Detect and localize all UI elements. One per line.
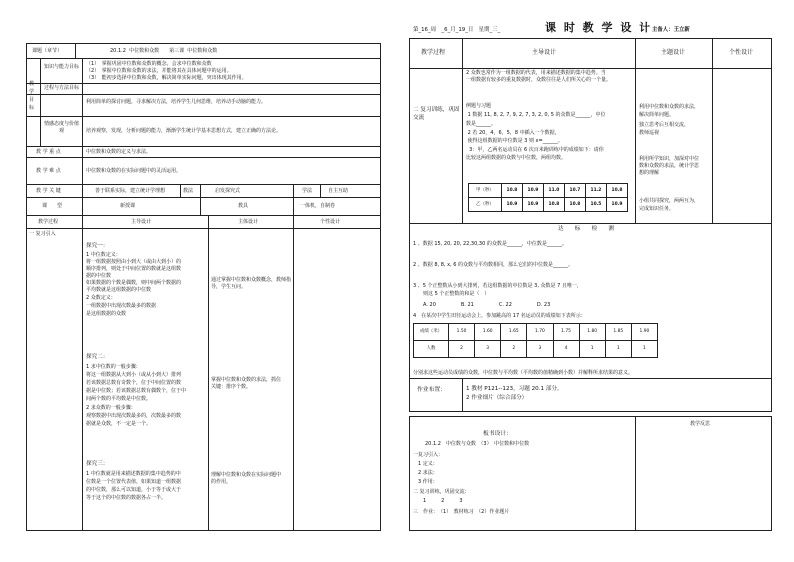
board-line: 2 求法：	[413, 470, 438, 476]
explore-line: 位数是一个位置代表值，如果知道一组数据	[86, 479, 182, 485]
knowledge-item-1: （1） 掌握巩固中位数和众数的概念，会求中位数和众数	[86, 61, 212, 67]
table-cell: 1.70	[527, 324, 553, 341]
explore-line: 将这一组数据从大到小（或从小到大）排列	[86, 372, 182, 378]
table-cell: 1.80	[579, 324, 605, 341]
tools-text: 一体机，自制卷	[300, 203, 336, 209]
table-cell: 11.2	[585, 184, 606, 198]
board-line: 3 作用：	[413, 479, 438, 485]
table-cell: 10.9	[522, 198, 543, 212]
keypoint-label: 教 学 关 键	[36, 188, 61, 194]
subject-note: 利用中位数和众数的求法，	[639, 104, 700, 110]
explore-two-subject: 掌握中位数和众数的求法，抓住	[211, 377, 282, 383]
table-cell: 3	[475, 341, 501, 358]
check-item: 2 、数据 8, 8, x, 6 的众数与平均数相同，那么它们的中位数是______。	[413, 262, 573, 268]
main-line: 一组数据有较多的重复数据时，众数往往是人们所关心的一个量。	[466, 77, 612, 83]
homework-label: 作业布置：	[417, 387, 446, 393]
board-line: 二 复习训练，巩固交流：	[413, 489, 470, 495]
explore-line: 若该数据总数有奇数个，位于中间位置的数	[86, 380, 182, 386]
explore-line: 将一组数据按照由小到大（或由大到小）的	[86, 259, 182, 265]
right-col-subject: 主题设计	[661, 49, 686, 56]
table-cell: 10.9	[501, 198, 522, 212]
emotion-text: 培养观察，发现，分析问题的能力，渐渐学生统计学基本思想方式，建立正确的方法论。	[86, 128, 282, 134]
main-line: 2 众数也常作为一组数据的代表，用来描述数据的集中趋势。当	[466, 70, 606, 76]
explore-line: 据就是众数，不一定是一个。	[86, 421, 152, 427]
header-preparer: 主备人：王立新	[652, 27, 690, 33]
explore-one-subject: 通过掌握中位数和众数概念，教师指	[211, 277, 292, 283]
check-title: 达 标 检 测	[558, 226, 614, 232]
table-cell: 10.7	[564, 184, 585, 198]
right-col-personal: 个性设计	[729, 49, 754, 56]
table-cell: 3	[527, 341, 553, 358]
check-item: A. 20 B. 21 C. 22 D. 23	[413, 302, 551, 308]
knowledge-item-2: （2） 掌握中位数和众数的求法，并能将其在具体问题中的运用。	[86, 68, 232, 74]
explore-line: 平均数就是这组数据的中位数	[86, 287, 152, 293]
board-label: 板书设计：	[483, 431, 512, 437]
key-text: 中位数和众数的定义与求法。	[86, 149, 152, 155]
table-cell: 10.9	[606, 198, 627, 212]
left-col-personal: 个性设计	[320, 219, 341, 225]
table-cell: 2	[449, 341, 475, 358]
subject-note: 数和众数的求法，统计学思	[639, 163, 700, 169]
main-line: 数是______。	[466, 121, 497, 127]
objectives-label: 教学目标	[29, 81, 35, 111]
board-line: 一复习引入：	[413, 452, 444, 458]
subject-note: 解决简单问题。	[639, 112, 675, 118]
learn-label: 学法	[302, 188, 313, 194]
keypoint-text: 善于联系实际，建立统计学理想	[95, 188, 166, 194]
board-line: 1 2 3	[413, 498, 463, 504]
section-review-intro: 一 复习引入	[29, 231, 56, 237]
table-cell: 10.8	[564, 198, 585, 212]
right-col-main: 主导设计	[532, 49, 557, 56]
knowledge-item-3: （3） 能初步选择中位数和众数，解决简单实际问题，突出体现其作用。	[86, 75, 247, 81]
table-row-label: 乙（秒）	[469, 198, 502, 212]
table-cell: 10.5	[585, 198, 606, 212]
explore-line: 2 求众数的一般步骤：	[86, 405, 136, 411]
explore-three-subject: 理解中位数和众数在实际问题中	[211, 472, 282, 478]
header-week-date: 第_16_周 _6_月_19_日 星期_三_	[413, 27, 501, 33]
main-line: 2 若 20，4，6，5，8 中插入一个数据，	[466, 130, 560, 136]
main-line: 3：甲，乙两名运动员在 6 次百米跑训练中的成绩如下：请你	[466, 147, 604, 153]
table-cell: 1	[579, 341, 605, 358]
sprint-times-table	[468, 183, 628, 212]
table-cell: 10.8	[501, 184, 522, 198]
homework-item: 2 作业细片（综合部分）	[466, 395, 528, 401]
subject-note: 完成知识任务。	[639, 206, 675, 212]
header-title: 课 时 教 学 设 计	[545, 21, 653, 34]
explore-one-subject: 导，学生互问。	[211, 284, 247, 290]
process-text: 利用简单的探讨问题，寻求解决方法，培养学生几何思维，培养动手动脑的能力。	[86, 99, 267, 105]
subject-note: 独立思考后互相交流，	[639, 122, 690, 128]
table-cell: 1.85	[605, 324, 631, 341]
table-cell: 2	[501, 341, 527, 358]
explore-line: 一组数据中出现次数最多的数据	[86, 303, 157, 309]
chapter-value: 20.1.2 中位数和众数 第三课 中位数和众数	[110, 48, 218, 54]
difficulty-label: 教 学 难 点	[36, 168, 61, 174]
explore-line: 1 中位数定义：	[86, 252, 121, 258]
check-item: 1 、数据 15, 20, 20, 22,30,30 的众数是______，中位数是______。	[413, 241, 567, 247]
table-cell: 1	[631, 341, 657, 358]
subject-note: 想的理解	[639, 170, 660, 176]
knowledge-label: 知识与能力目标	[43, 64, 79, 70]
example-heading: 例题与习题	[466, 103, 492, 109]
explore-three-subject: 的作用。	[211, 479, 232, 485]
section-review-training: 二 复习训练，巩固交流	[413, 107, 460, 121]
table-cell: 11.0	[543, 184, 564, 198]
explore-line: 据是中位数；若该数据总数有偶数个，位于中	[86, 388, 187, 394]
table-cell: 1.90	[631, 324, 657, 341]
subject-note: 利用所学知识，加深对中位	[639, 156, 700, 162]
left-col-process: 教学过程	[38, 219, 59, 225]
table-cell: 1.75	[553, 324, 579, 341]
subject-note: 小组共同探究，两两互为，	[639, 198, 700, 204]
key-label: 教 学 重 点	[36, 149, 61, 155]
check-item: 3 、5 个正整数从小到大排列，若这组数据的中位数是 3, 众数是 7 且唯一，	[413, 283, 582, 289]
explore-line: 是这组数据的众数	[86, 311, 127, 317]
reflection-label: 教学反思	[690, 421, 711, 427]
table-cell: 1	[605, 341, 631, 358]
table-cell: 10.9	[522, 184, 543, 198]
right-col-process: 教学过程	[421, 49, 446, 56]
explore-line: 观察数据中出现次数最多的，次数最多的数	[86, 413, 182, 419]
difficulty-text: 中位数和众数的在实际问题中的灵活运用。	[86, 168, 182, 174]
explore-two-subject: 关键：排序个数。	[211, 384, 252, 390]
method-text: 启发探究式	[215, 188, 241, 194]
main-line: 使得这组数据的中位数是 3 则 x=______。	[466, 138, 563, 144]
explore-line: 据的中位数	[86, 273, 112, 279]
method-label: 教法	[183, 188, 194, 194]
explore-line: 1 求中位数的一般步骤：	[86, 364, 141, 370]
main-line: 1 数据 11, 8, 2, 7, 9, 2, 7, 3, 2, 0, 5 的众数是______，中位	[466, 112, 606, 118]
table-head: 成绩（米）	[414, 324, 449, 341]
left-col-main: 主导设计	[131, 219, 152, 225]
explore-line: 如果数据的个数是偶数，则中间两个数据的	[86, 280, 182, 286]
board-line: 20.1.2 中位数与众数 （3） 中位数和中位数	[425, 441, 530, 447]
subject-note: 教师巡视	[639, 130, 660, 136]
main-line: 比较这两组数据的众数与中位数，两组均数。	[466, 155, 567, 161]
left-col-subject: 主体设计	[238, 219, 259, 225]
explore-line: 探究一：	[86, 243, 109, 249]
chapter-label: 课题（章节）	[32, 48, 63, 54]
high-jump-note: 分别求这些运动员成绩的众数，中位数与平均数（平均数的值精确到小数）并解释所求结果的意义。	[413, 370, 634, 376]
table-cell: 1.65	[501, 324, 527, 341]
table-cell: 1.50	[449, 324, 475, 341]
high-jump-table	[413, 323, 658, 358]
board-line: 1 定义：	[413, 461, 438, 467]
process-label: 过程与方法目标	[43, 85, 79, 91]
explore-line: 的中位数，那么可以知道，小于等于或大于	[86, 487, 182, 493]
table-cell: 10.8	[543, 198, 564, 212]
learn-text: 自主互助	[328, 188, 349, 194]
check-item: 4 在某次中学生田径运动会上，参加跳高的 17 名运动员的成绩如下表所示：	[413, 313, 586, 319]
homework-item: 1 教材 P121--123，习题 20.1 部分。	[466, 386, 563, 392]
explore-line: 1 中位数就是用来描述数据的集中趋势的中	[86, 471, 181, 477]
explore-line: 2 众数定义：	[86, 295, 116, 301]
board-line: 三 作业： （1） 教材练习 （2）作业题片	[413, 509, 510, 515]
table-cell: 10.8	[606, 184, 627, 198]
table-cell: 1.60	[475, 324, 501, 341]
tools-label: 教具	[238, 203, 249, 209]
explore-line: 探究三：	[86, 461, 109, 467]
table-row-label: 甲（秒）	[469, 184, 502, 198]
type-text: 新授课	[120, 203, 136, 209]
emotion-label: 情感态度与价值观	[43, 121, 79, 134]
explore-line: 等于这个的中位数的数据各占一半。	[86, 495, 167, 501]
table-cell: 4	[553, 341, 579, 358]
explore-line: 顺序排列，则处于中间位置的数就是这组数	[86, 266, 182, 272]
type-label: 课 型	[42, 203, 63, 209]
explore-line: 探究二：	[86, 354, 109, 360]
explore-line: 间两个数的平均数是中位数。	[86, 396, 152, 402]
check-item: 则这 5 个正整数的和是（ ）	[413, 291, 490, 297]
table-head: 人数	[414, 341, 449, 358]
